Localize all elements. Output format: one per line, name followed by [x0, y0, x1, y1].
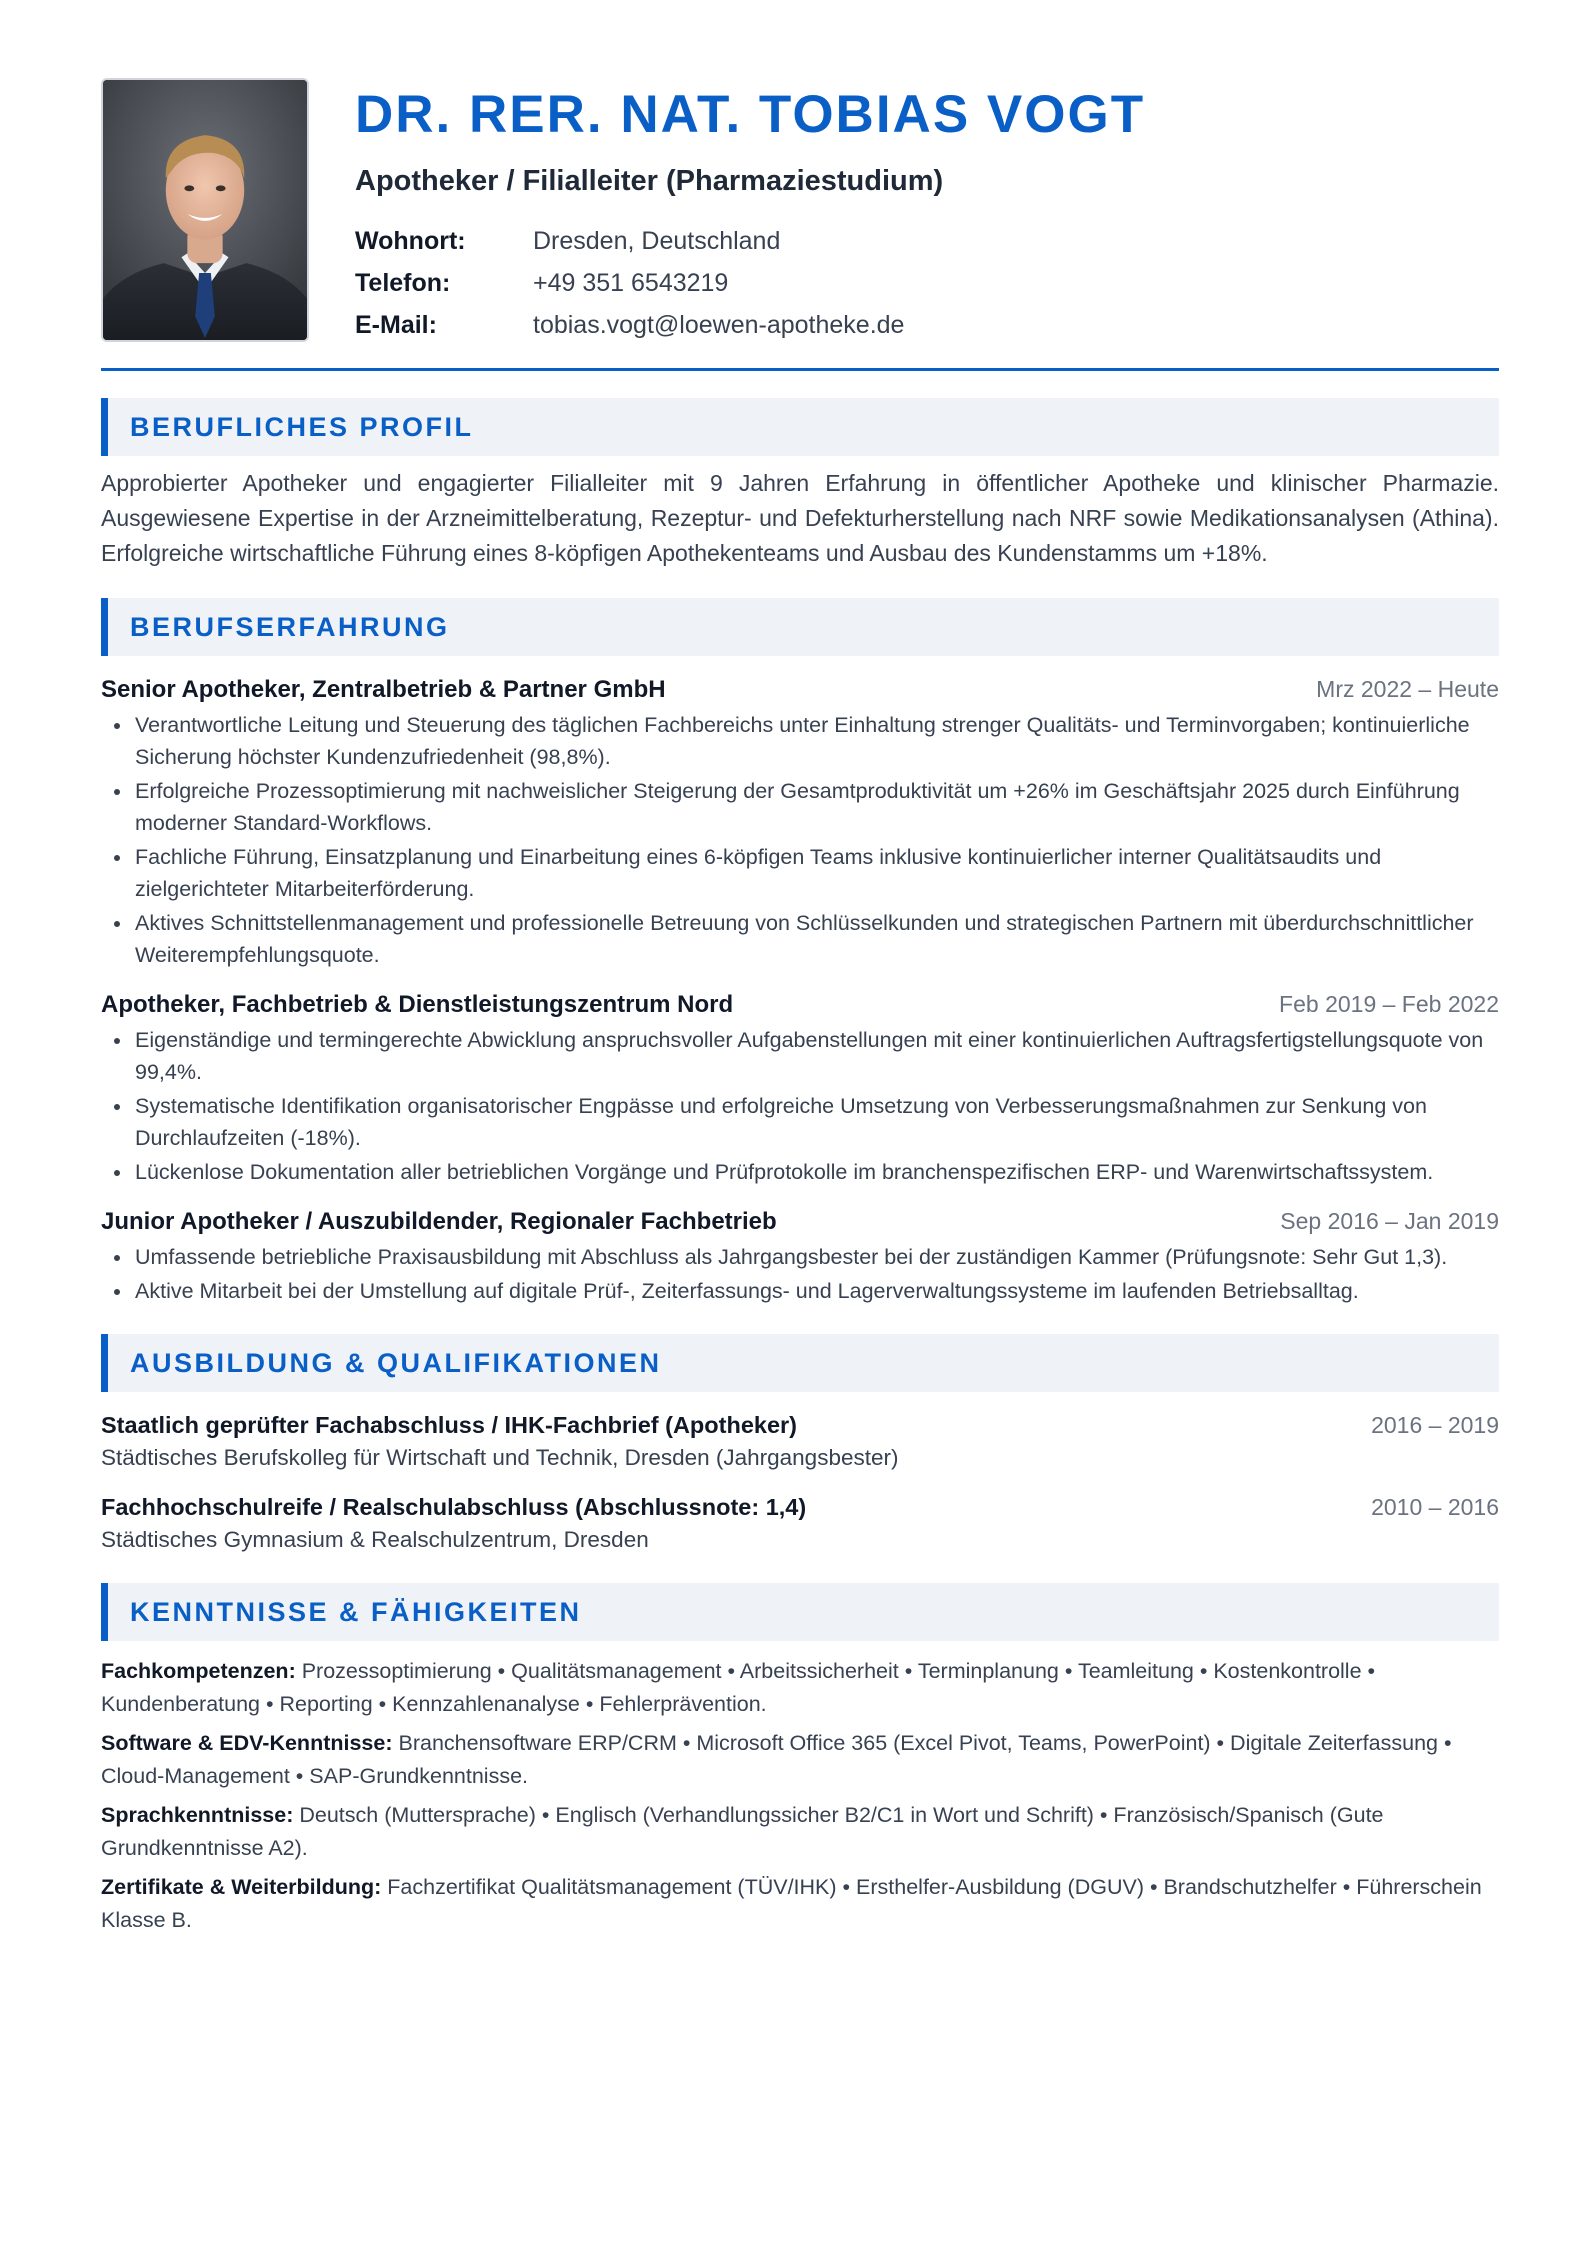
job-bullets	[101, 709, 1499, 971]
education-title: Staatlich geprüfter Fachabschluss / IHK-Fachbrief (Apotheker)	[101, 1412, 797, 1438]
candidate-role: Apotheker / Filialleiter (Pharmaziestudium)	[355, 165, 944, 197]
job-bullet: Eigenständige und termingerechte Abwicklung anspruchsvoller Aufgabenstellungen mit einer kontinuierlichen Auftragsfertigstellungsquote von 99,4%.	[101, 1024, 1499, 1088]
skills-list	[101, 1655, 1499, 1937]
job-title: Junior Apotheker / Auszubildender, Regionaler Fachbetrieb	[101, 1208, 777, 1235]
education-header	[101, 1408, 1499, 1442]
section-heading-skills	[101, 1583, 1499, 1641]
profile-summary: Approbierter Apotheker und engagierter Filialleiter mit 9 Jahren Erfahrung in öffentlicher Apotheke und klinischer Pharmazie. Ausgewiesene Expertise in der Arzneimittelberatung, Rezeptur- und Defekturherstellung nach NRF sowie Medikationsanalysen (Athina). Erfolgreiche wirtschaftliche Führung eines 8-köpfigen Apothekenteams und Ausbau des Kundenstamms um +18%.	[101, 470, 1499, 566]
contact-value: tobias.vogt@loewen-apotheke.de	[533, 311, 905, 339]
section-title: BERUFLICHES PROFIL	[130, 411, 474, 442]
skill-text: Deutsch (Muttersprache) • Englisch (Verhandlungssicher B2/C1 in Wort und Schrift) • Französisch/Spanisch (Gute Grundkenntnisse A2).	[101, 1803, 1384, 1860]
job-date: Mrz 2022 – Heute	[1316, 676, 1499, 702]
job-bullet: Umfassende betriebliche Praxisausbildung mit Abschluss als Jahrgangsbester bei der zuständigen Kammer (Prüfungsnote: Sehr Gut 1,3).	[101, 1241, 1499, 1273]
education-entry	[101, 1408, 1499, 1474]
header-info	[355, 78, 1145, 346]
contact-label: Telefon:	[355, 269, 451, 297]
job-bullet: Aktive Mitarbeit bei der Umstellung auf digitale Prüf-, Zeiterfassungs- und Lagerverwaltungssysteme im laufenden Betriebsalltag.	[101, 1275, 1499, 1307]
job-header	[101, 1204, 1499, 1239]
education-title: Fachhochschulreife / Realschulabschluss (Abschlussnote: 1,4)	[101, 1494, 807, 1520]
skill-row	[101, 1655, 1499, 1721]
header-divider	[101, 368, 1499, 371]
contact-label: Wohnort:	[355, 227, 466, 255]
skill-label: Zertifikate & Weiterbildung:	[101, 1875, 388, 1899]
contact-value: Dresden, Deutschland	[533, 227, 781, 255]
education-date: 2010 – 2016	[1371, 1494, 1499, 1520]
job-bullet: Fachliche Führung, Einsatzplanung und Einarbeitung eines 6-köpfigen Teams inklusive kontinuierlicher interner Qualitätsaudits und zielgerichteter Mitarbeiterförderung.	[101, 841, 1499, 905]
section-heading-education	[101, 1334, 1499, 1392]
job-entry	[101, 1204, 1499, 1307]
job-header	[101, 672, 1499, 707]
skill-text: Branchensoftware ERP/CRM • Microsoft Office 365 (Excel Pivot, Teams, PowerPoint) • Digitale Zeiterfassung • Cloud-Management • SAP-Grundkenntnisse.	[101, 1731, 1452, 1788]
job-bullet: Systematische Identifikation organisatorischer Engpässe und erfolgreiche Umsetzung von Verbesserungsmaßnahmen zur Senkung von Durchlaufzeiten (-18%).	[101, 1090, 1499, 1154]
contact-row-phone	[355, 262, 1145, 304]
education-date: 2016 – 2019	[1371, 1412, 1499, 1438]
contact-label: E-Mail:	[355, 311, 437, 339]
section-title: KENNTNISSE & FÄHIGKEITEN	[130, 1596, 582, 1627]
education-header	[101, 1490, 1499, 1524]
candidate-name: DR. RER. NAT. TOBIAS VOGT	[355, 85, 1146, 144]
job-title: Apotheker, Fachbetrieb & Dienstleistungszentrum Nord	[101, 991, 734, 1018]
section-title: BERUFSERFAHRUNG	[130, 611, 450, 642]
job-bullets	[101, 1241, 1499, 1307]
job-bullet: Verantwortliche Leitung und Steuerung des täglichen Fachbereichs unter Einhaltung strenger Qualitäts- und Terminvorgaben; kontinuierliche Sicherung höchster Kundenzufriedenheit (98,8%).	[101, 709, 1499, 773]
skill-label: Fachkompetenzen:	[101, 1659, 302, 1683]
job-bullet: Erfolgreiche Prozessoptimierung mit nachweislicher Steigerung der Gesamtproduktivität um +26% im Geschäftsjahr 2025 durch Einführung moderner Standard-Workflows.	[101, 775, 1499, 839]
contact-details	[355, 220, 1145, 346]
skill-text: Fachzertifikat Qualitätsmanagement (TÜV/IHK) • Ersthelfer-Ausbildung (DGUV) • Brandschutzhelfer • Führerschein Klasse B.	[101, 1875, 1482, 1932]
section-heading-experience	[101, 598, 1499, 656]
job-header	[101, 987, 1499, 1022]
skill-label: Software & EDV-Kenntnisse:	[101, 1731, 399, 1755]
job-title: Senior Apotheker, Zentralbetrieb & Partner GmbH	[101, 676, 666, 703]
skill-row	[101, 1799, 1499, 1865]
education-entry	[101, 1490, 1499, 1556]
job-date: Feb 2019 – Feb 2022	[1279, 991, 1499, 1017]
job-entry	[101, 672, 1499, 971]
job-bullets	[101, 1024, 1499, 1188]
education-school: Städtisches Berufskolleg für Wirtschaft und Technik, Dresden (Jahrgangsbester)	[101, 1445, 899, 1470]
contact-row-location	[355, 220, 1145, 262]
profile-photo	[101, 78, 309, 342]
job-entry	[101, 987, 1499, 1188]
section-title: AUSBILDUNG & QUALIFIKATIONEN	[130, 1347, 662, 1378]
skill-row	[101, 1727, 1499, 1793]
resume-header	[101, 78, 1499, 368]
contact-row-email	[355, 304, 1145, 346]
section-heading-profile	[101, 398, 1499, 456]
skill-text: Prozessoptimierung • Qualitätsmanagement • Arbeitssicherheit • Terminplanung • Teamleitung • Kostenkontrolle • Kundenberatung • Reporting • Kennzahlenanalyse • Fehlerprävention.	[101, 1659, 1376, 1716]
skill-row	[101, 1871, 1499, 1937]
job-bullet: Aktives Schnittstellenmanagement und professionelle Betreuung von Schlüsselkunden und strategischen Partnern mit überdurchschnittlicher Weiterempfehlungsquote.	[101, 907, 1499, 971]
contact-value: +49 351 6543219	[533, 269, 729, 297]
job-date: Sep 2016 – Jan 2019	[1280, 1208, 1499, 1234]
education-school: Städtisches Gymnasium & Realschulzentrum, Dresden	[101, 1527, 649, 1552]
skill-label: Sprachkenntnisse:	[101, 1803, 300, 1827]
resume-page	[101, 78, 1499, 1943]
job-bullet: Lückenlose Dokumentation aller betrieblichen Vorgänge und Prüfprotokolle im branchenspezifischen ERP- und Warenwirtschaftssystem.	[101, 1156, 1499, 1188]
